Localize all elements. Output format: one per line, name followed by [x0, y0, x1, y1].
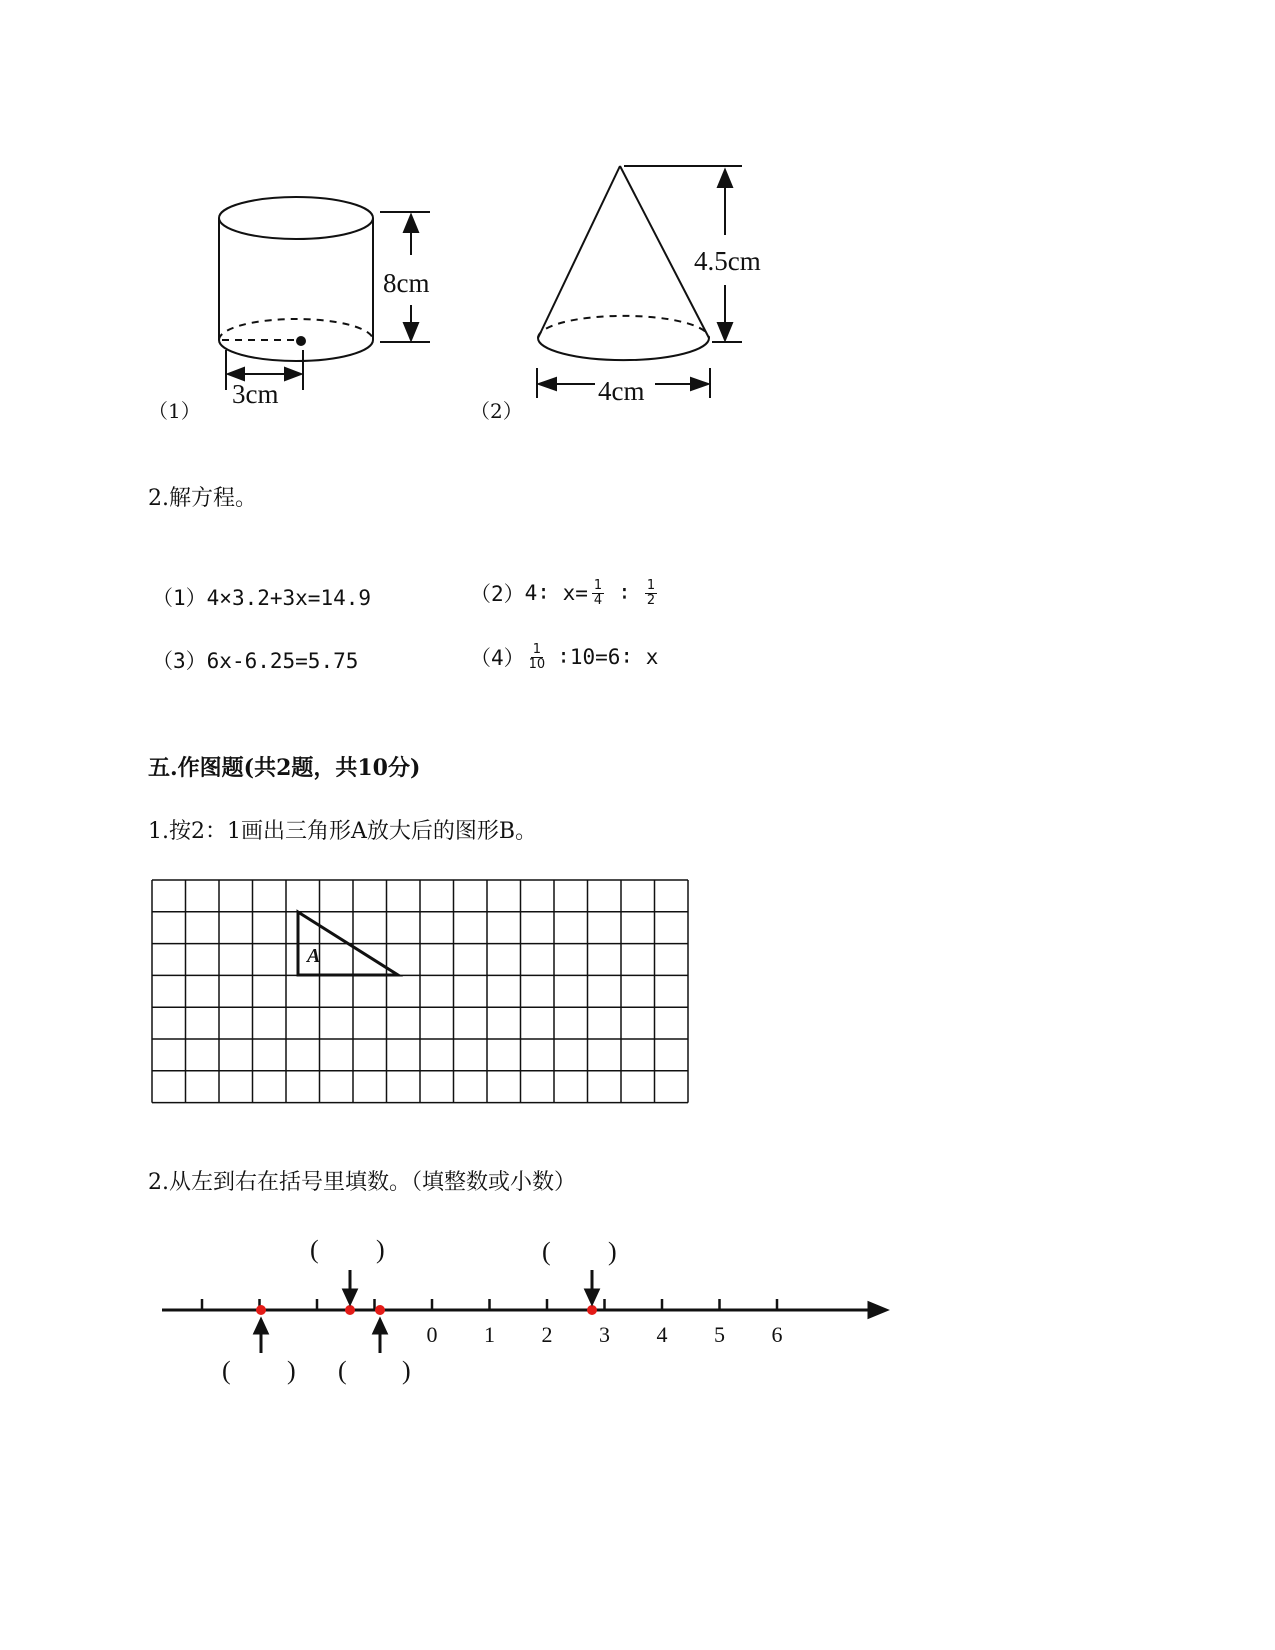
cone-height-label: 4.5cm: [694, 246, 761, 276]
equation-3-text: 6x-6.25=5.75: [206, 649, 359, 673]
answer-bracket-close: ): [287, 1356, 296, 1385]
cylinder-radius-label: 3cm: [232, 379, 279, 409]
equation-1: [152, 582, 371, 612]
drawing-grid: [150, 878, 720, 1118]
cone-diameter-label: 4cm: [598, 376, 645, 406]
number-line-figure: [150, 1235, 890, 1425]
point-marker: [256, 1305, 266, 1315]
equation-1-text: 4×3.2+3x=14.9: [206, 586, 372, 610]
cone-figure-label: （2）: [470, 399, 523, 423]
equation-3: [152, 645, 358, 675]
tick-label: 4: [656, 1322, 668, 1347]
equation-2: [470, 566, 661, 620]
tick-label: 2: [541, 1322, 553, 1347]
grid-lines: [152, 880, 688, 1103]
equation-1-prefix: （1）: [152, 586, 207, 610]
equation-2-lhs: 4∶ x=: [524, 581, 588, 605]
section-5-heading: 五.作图题(共2题，共10分): [148, 755, 421, 781]
answer-bracket-open: (: [222, 1356, 231, 1385]
equation-2-prefix: （2）: [470, 582, 525, 606]
tick-label: 0: [426, 1322, 438, 1347]
equation-4: [470, 630, 658, 684]
section-5-question-2-title: 2.从左到右在括号里填数。（填整数或小数）: [148, 1170, 576, 1195]
answer-bracket-close: ): [608, 1237, 617, 1266]
section-5-question-1-title: 1.按2：1画出三角形A放大后的图形B。: [148, 819, 538, 844]
equation-2-colon: ∶: [618, 581, 631, 605]
answer-bracket-open: (: [310, 1235, 319, 1264]
equation-3-prefix: （3）: [152, 649, 207, 673]
tick-label: 3: [599, 1322, 610, 1347]
number-line-ticks: [202, 1299, 777, 1310]
number-line-tick-labels: [427, 1322, 783, 1347]
cylinder-figure-label: （1）: [148, 399, 201, 423]
fraction-one-half: $\frac{1}{2}$: [646, 577, 656, 608]
triangle-a-label: A: [307, 945, 321, 967]
solids-figure: [0, 0, 1275, 420]
question-2-title: 2.解方程。: [148, 486, 257, 511]
tick-label: 6: [771, 1322, 783, 1347]
equation-4-rest: ∶10=6∶ x: [557, 645, 659, 669]
equation-4-prefix: （4）: [470, 646, 525, 670]
answer-bracket-close: ): [376, 1235, 385, 1264]
tick-label: 1: [484, 1322, 495, 1347]
tick-label: 5: [714, 1322, 725, 1347]
answer-bracket-open: (: [542, 1237, 551, 1266]
point-marker: [375, 1305, 385, 1315]
axis-arrowhead-icon: [869, 1303, 886, 1317]
cone-figure: [537, 166, 742, 398]
fraction-one-tenth: $\frac{1}{10}$: [528, 641, 546, 672]
answer-bracket-open: (: [338, 1356, 347, 1385]
fraction-one-quarter: $\frac{1}{4}$: [593, 577, 603, 608]
answer-bracket-close: ): [402, 1356, 411, 1385]
cylinder-height-label: 8cm: [383, 268, 430, 298]
